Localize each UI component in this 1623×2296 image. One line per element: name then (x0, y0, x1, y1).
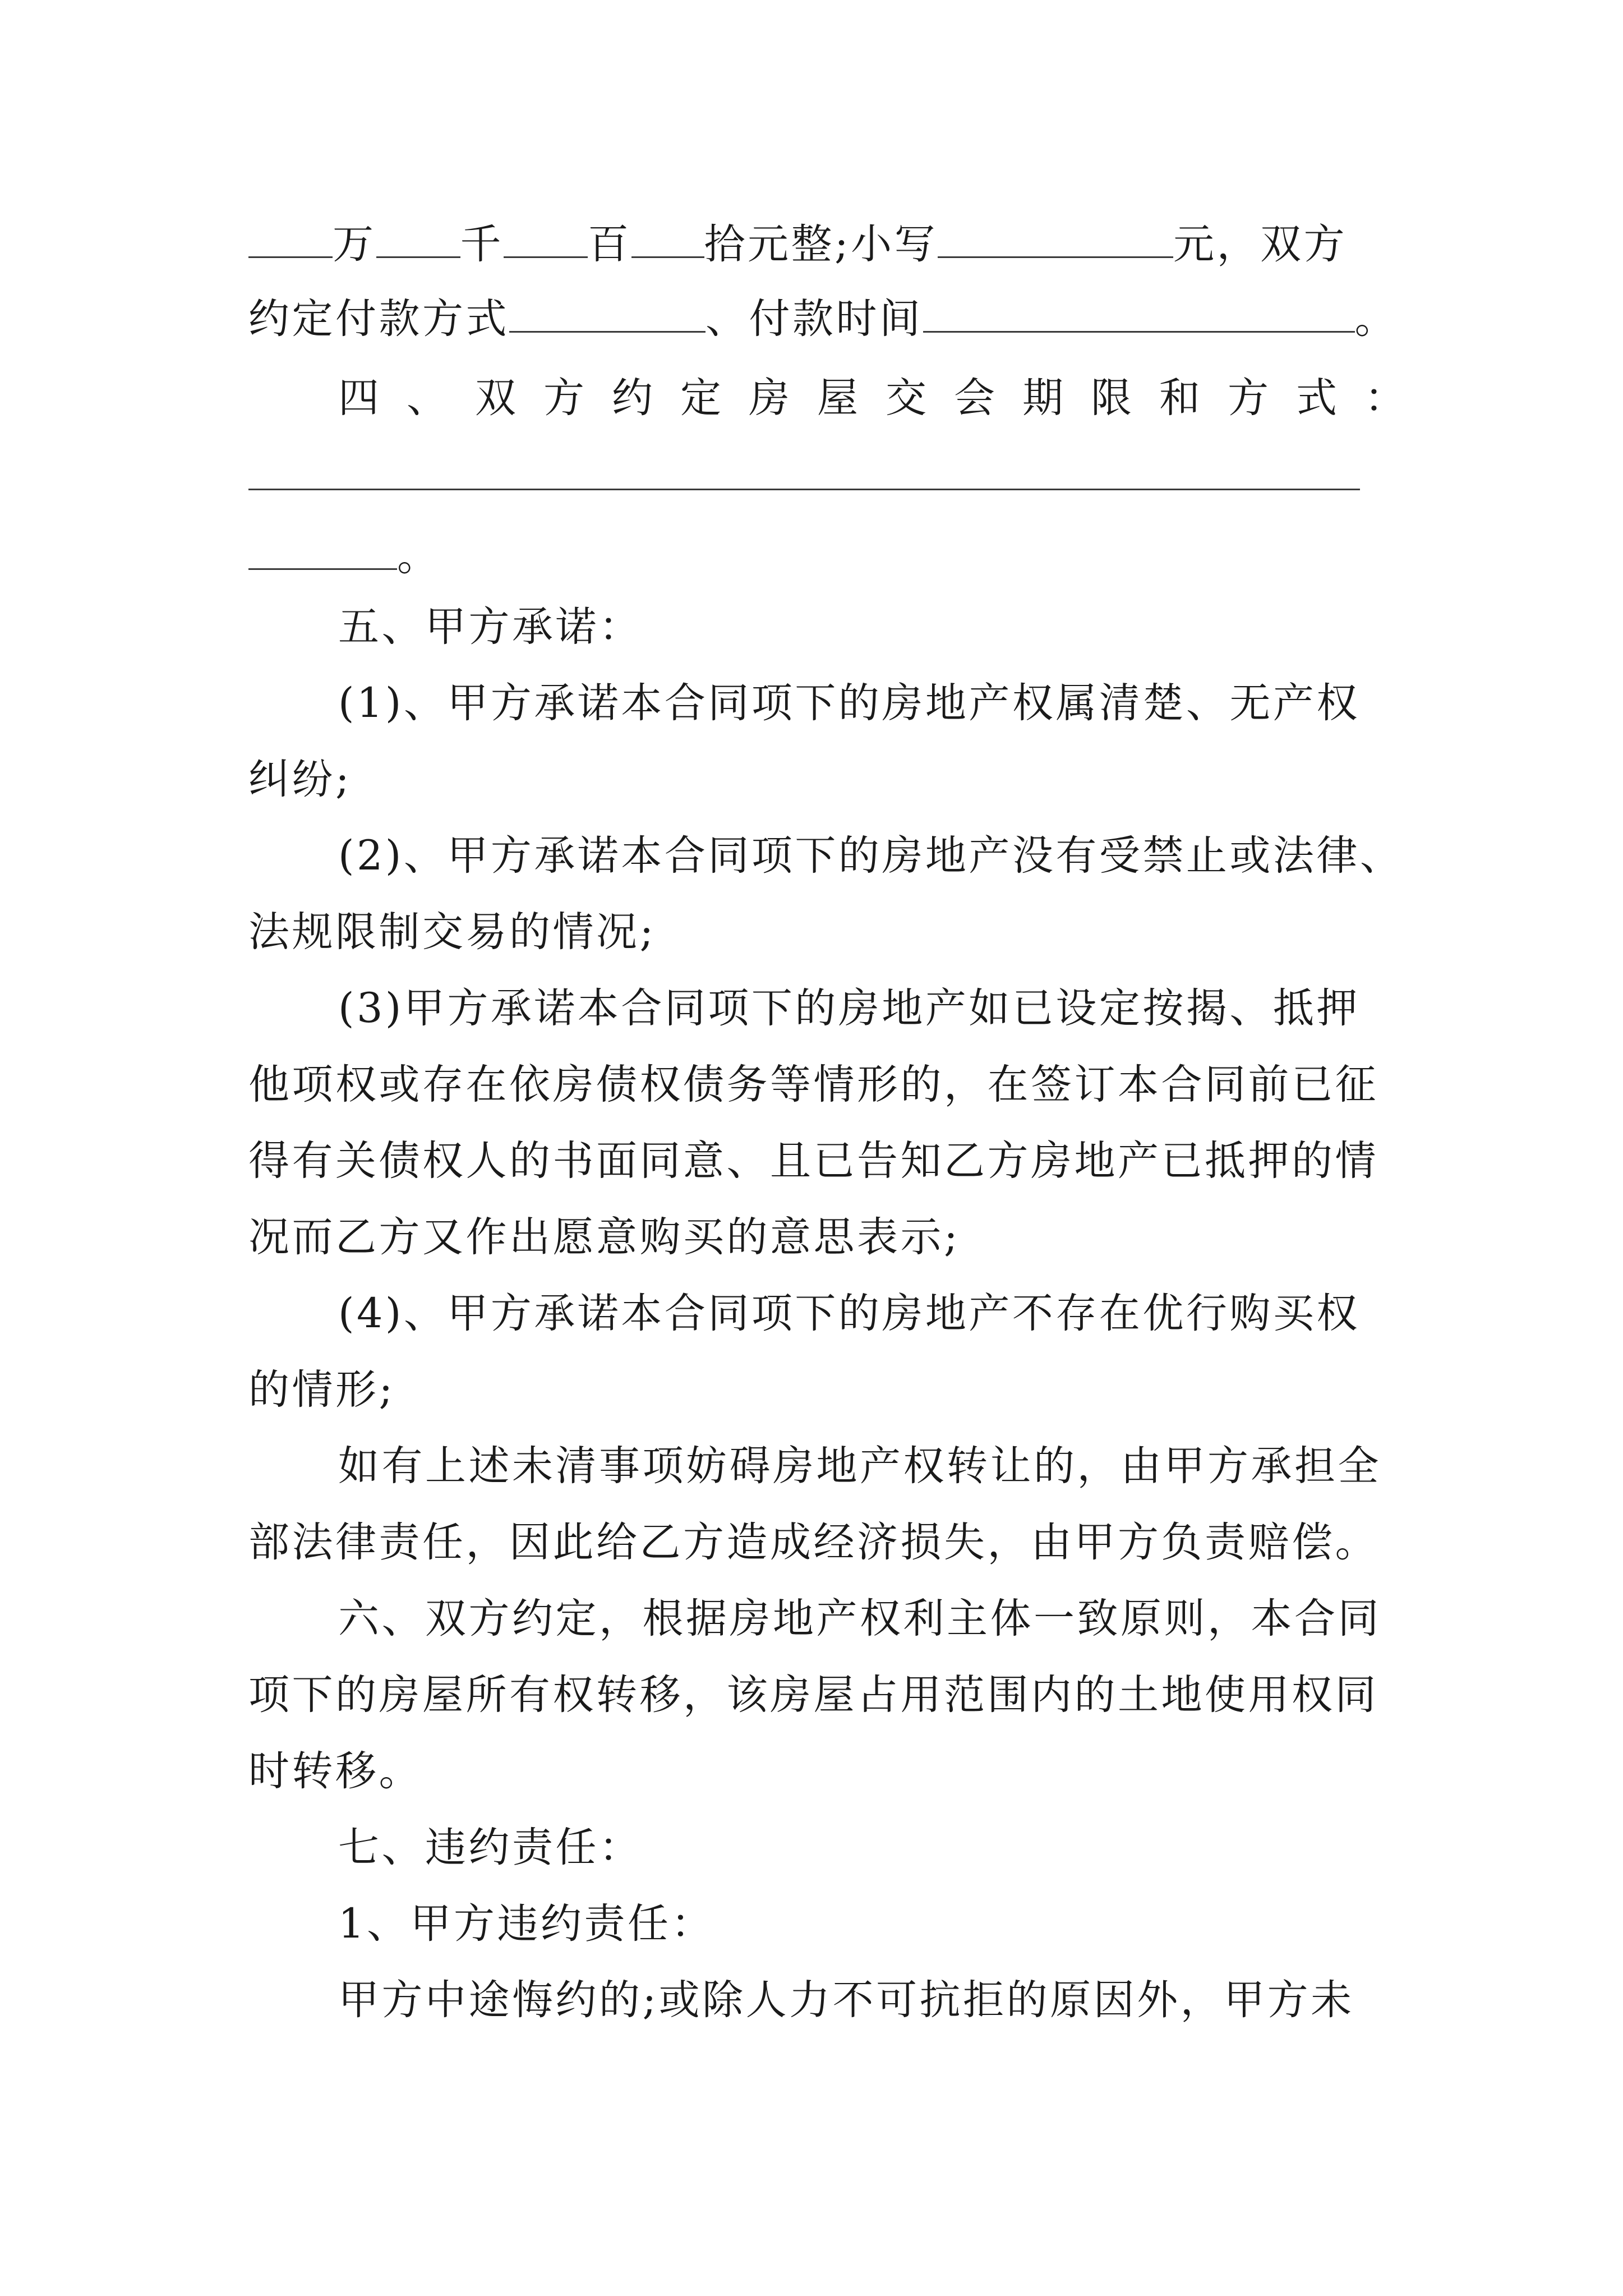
text-line: 时转移。 (248, 1747, 422, 1795)
amount-line (248, 217, 1347, 273)
text-line: 甲方中途悔约的;或除人力不可抗拒的原因外，甲方未 (338, 1976, 1354, 2024)
blank-field[interactable] (248, 219, 333, 258)
unit-qian: 千 (460, 220, 504, 268)
payment-method-label: 约定付款方式 (248, 295, 509, 343)
blank-field[interactable] (504, 219, 588, 258)
text-line: 纠纷; (248, 756, 352, 803)
section7-subtitle: 1、甲方违约责任： (338, 1900, 714, 1948)
text-line: 法规限制交易的情况; (248, 908, 656, 956)
text-line: (1)、甲方承诺本合同项下的房地产权属清楚、无产权 (338, 679, 1360, 727)
text-line: 六、双方约定，根据房地产权利主体一致原则，本合同 (338, 1595, 1381, 1642)
section4-heading: 四、双方约定房屋交会期限和方式： (338, 374, 1433, 422)
payment-line-end: 。 (1354, 295, 1398, 343)
text-line: 他项权或存在依房债权债务等情形的，在签订本合同前已征 (248, 1061, 1378, 1108)
text-line: (2)、甲方承诺本合同项下的房地产没有受禁止或法律、 (338, 832, 1404, 880)
text-line: 得有关债权人的书面同意、且已告知乙方房地产已抵押的情 (248, 1137, 1378, 1185)
amount-tail: 元，双方 (1173, 220, 1348, 268)
blank-field[interactable] (631, 219, 704, 258)
text-line: 如有上述未清事项妨碍房地产权转让的，由甲方承担全 (338, 1442, 1381, 1490)
section4-tail: 。 (397, 532, 441, 580)
payment-line (248, 291, 1398, 347)
unit-bai: 百 (588, 220, 631, 268)
text-line: 部法律责任，因此给乙方造成经济损失，由甲方负责赔偿。 (248, 1519, 1378, 1566)
section5-title: 五、甲方承诺： (338, 603, 643, 651)
text-line: 的情形; (248, 1366, 395, 1414)
section4-tail-line (248, 528, 441, 585)
blank-rule[interactable] (248, 489, 1360, 490)
blank-field[interactable] (248, 531, 397, 570)
text-line: (3)甲方承诺本合同项下的房地产如已设定按揭、抵押 (338, 984, 1360, 1032)
payment-time-label: 、付款时间 (706, 295, 923, 343)
blank-field[interactable] (376, 219, 460, 258)
blank-field[interactable] (938, 219, 1173, 258)
text-line: (4)、甲方承诺本合同项下的房地产不存在优行购买权 (338, 1290, 1360, 1337)
section7-title: 七、违约责任： (338, 1824, 643, 1871)
blank-field[interactable] (923, 294, 1355, 333)
blank-field[interactable] (509, 294, 706, 333)
unit-shi: 拾元整;小写 (704, 220, 938, 268)
text-line: 项下的房屋所有权转移，该房屋占用范围内的土地使用权同 (248, 1671, 1378, 1719)
unit-wan: 万 (333, 220, 376, 268)
text-line: 况而乙方又作出愿意购买的意思表示; (248, 1213, 961, 1261)
